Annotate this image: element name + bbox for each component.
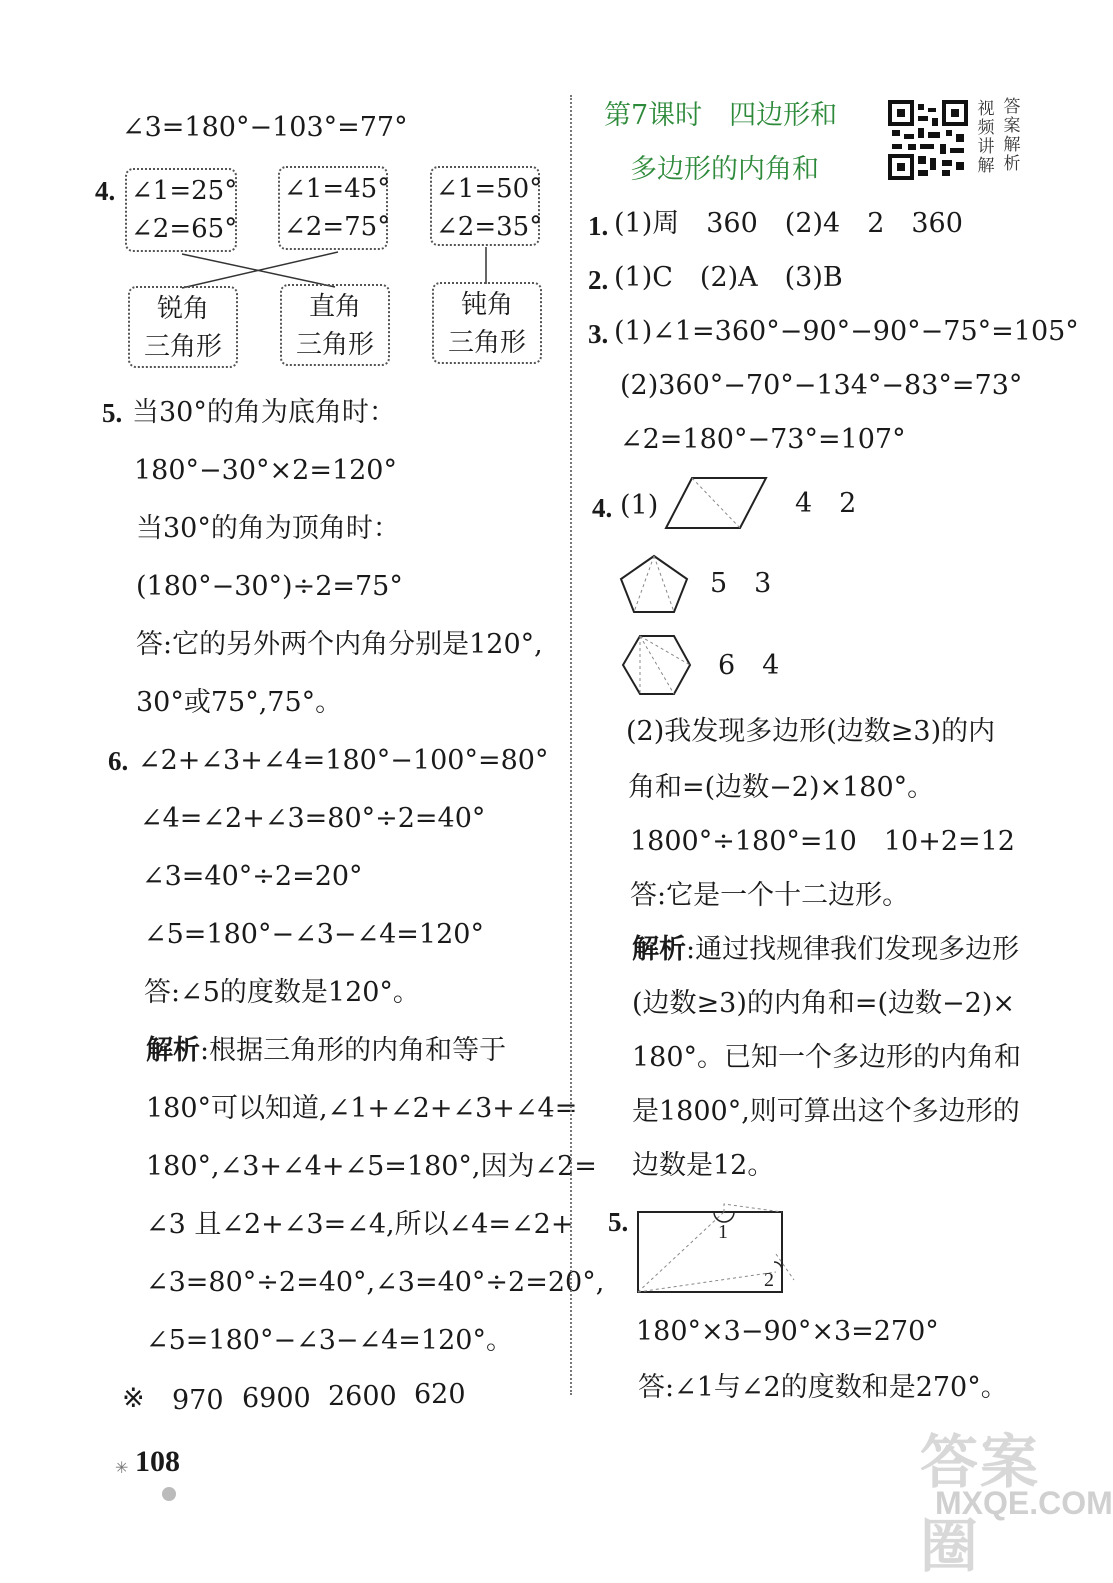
r4-values-hexagon: 6 4 — [718, 650, 780, 681]
r4-line-2: 角和=(边数−2)×180°。 — [628, 772, 935, 803]
r4-analysis-line-3: 180°。已知一个多边形的内角和 — [632, 1042, 1022, 1073]
extra-value-3: 2600 — [328, 1381, 397, 1412]
r4-analysis-line-5: 边数是12。 — [632, 1150, 775, 1181]
column-divider — [570, 95, 573, 1395]
r3-line-2: (2)360°−70°−134°−83°=73° — [620, 370, 1023, 401]
q6-analysis-line-4: ∠3 且∠2+∠3=∠4,所以∠4=∠2+ — [146, 1209, 574, 1240]
r4-analysis-label: 解析 — [632, 934, 686, 965]
q4-box-1-line-1: ∠1=25° — [131, 176, 238, 206]
q4-box-2-line-1: ∠1=45° — [284, 174, 391, 204]
qr-label-video: 视频讲解 — [977, 99, 995, 176]
page-number: 108 — [135, 1445, 180, 1478]
q6-line-4: ∠5=180°−∠3−∠4=120° — [144, 919, 484, 950]
q4-box-2-line-2: ∠2=75° — [284, 212, 391, 242]
q6-analysis-line-1 — [146, 1035, 506, 1067]
r2-text: (1)C (2)A (3)B — [614, 262, 843, 293]
q5-line-1: 当30°的角为底角时： — [132, 397, 396, 428]
watermark-url: MXQE.COM — [935, 1485, 1113, 1521]
q4-box-3-line-1: ∠1=50° — [436, 174, 543, 204]
q6-analysis-line-5: ∠3=80°÷2=40°,∠3=40°÷2=20°, — [146, 1267, 605, 1298]
page-star-icon: ✳ — [115, 1458, 129, 1477]
q5-line-6: 30°或75°,75°。 — [136, 687, 343, 718]
q4-box-1-line-2: ∠2=65° — [131, 214, 238, 244]
q6-line-3: ∠3=40°÷2=20° — [142, 861, 363, 892]
r5-angle-label-1: 1 — [718, 1221, 728, 1243]
folded-rectangle-diagram — [634, 1200, 804, 1300]
r4-values-quad: 4 2 — [795, 488, 857, 519]
r4-analysis-text-1: :通过找规律我们发现多边形 — [686, 934, 1020, 965]
q5-line-2: 180°−30°×2=120° — [134, 455, 397, 486]
q6-analysis-line-3: 180°,∠3+∠4+∠5=180°,因为∠2= — [146, 1151, 597, 1182]
q6-line-2: ∠4=∠2+∠3=80°÷2=40° — [140, 803, 486, 834]
r2-number: 2. — [588, 265, 609, 295]
extra-value-1: 970 — [172, 1385, 224, 1416]
q4-label-right-line-1: 直角 — [308, 292, 361, 322]
q6-analysis-line-2: 180°可以知道,∠1+∠2+∠3+∠4= — [146, 1093, 578, 1124]
q4-label-obtuse — [432, 282, 542, 364]
r4-line-3: 1800°÷180°=10 10+2=12 — [630, 826, 1015, 857]
q6-line-5: 答:∠5的度数是120°。 — [144, 977, 420, 1008]
watermark-logo: 答案圈 — [920, 1428, 1041, 1580]
q4-label-right — [280, 284, 390, 366]
r5-angle-label-2: 2 — [764, 1269, 774, 1291]
q4-label-acute-line-2: 三角形 — [143, 332, 222, 362]
q4-label-obtuse-line-1: 钝角 — [460, 290, 513, 320]
q4-label-acute-line-1: 锐角 — [156, 294, 209, 324]
r3-line-3: ∠2=180°−73°=107° — [620, 424, 906, 455]
q4-number: 4. — [95, 176, 116, 206]
extra-value-2: 6900 — [242, 1383, 311, 1414]
r5-line-2: 答:∠1与∠2的度数和是270°。 — [638, 1372, 1008, 1403]
q4-label-acute — [128, 286, 238, 368]
q5-line-3: 当30°的角为顶角时： — [136, 513, 400, 544]
r4-number: 4. — [592, 493, 613, 523]
q6-number: 6. — [108, 746, 129, 776]
r4-values-pentagon: 5 3 — [710, 568, 772, 599]
extra-symbol: ※ — [122, 1383, 145, 1414]
q4-label-right-line-2: 三角形 — [295, 330, 374, 360]
lesson-title-line-2: 多边形的内角和 — [630, 154, 819, 185]
q6-analysis-line-6: ∠5=180°−∠3−∠4=120°。 — [146, 1325, 513, 1356]
parallelogram-diagram — [662, 474, 772, 534]
r4-line-1: (2)我发现多边形(边数≥3)的内 — [626, 716, 996, 747]
lesson-title-line-1: 第7课时 四边形和 — [604, 100, 838, 131]
q6-analysis-text-1: :根据三角形的内角和等于 — [200, 1035, 507, 1066]
q6-analysis-label: 解析 — [146, 1035, 200, 1066]
left-q3-last-line: ∠3=180°−103°=77° — [122, 112, 408, 143]
r1-number: 1. — [588, 211, 609, 241]
r1-text: (1)周 360 (2)4 2 360 — [614, 208, 963, 239]
extra-value-4: 620 — [414, 1379, 466, 1410]
r4-analysis-line-2: (边数≥3)的内角和=(边数−2)× — [632, 988, 1015, 1019]
q4-box-3-line-2: ∠2=35° — [436, 212, 543, 242]
q4-label-obtuse-line-2: 三角形 — [447, 328, 526, 358]
r5-line-1: 180°×3−90°×3=270° — [636, 1316, 939, 1347]
qr-label-answer: 答案解析 — [1003, 97, 1021, 174]
r4-line-4: 答:它是一个十二边形。 — [630, 880, 910, 911]
q5-number: 5. — [102, 398, 123, 428]
qr-code-icon — [888, 100, 968, 180]
q5-line-4: (180°−30°)÷2=75° — [136, 571, 403, 602]
q6-line-1: ∠2+∠3+∠4=180°−100°=80° — [138, 745, 549, 776]
hexagon-diagram — [620, 633, 692, 697]
q5-line-5: 答:它的另外两个内角分别是120°, — [136, 629, 543, 660]
r4-analysis-line-4: 是1800°,则可算出这个多边形的 — [632, 1096, 1020, 1127]
r4-analysis-line-1 — [632, 934, 1019, 966]
r4-part1: (1) — [620, 490, 659, 521]
page-dot-icon — [162, 1487, 176, 1501]
r3-number: 3. — [588, 319, 609, 349]
r5-number: 5. — [608, 1207, 629, 1237]
r3-line-1: (1)∠1=360°−90°−90°−75°=105° — [614, 316, 1079, 347]
pentagon-diagram — [618, 553, 690, 615]
